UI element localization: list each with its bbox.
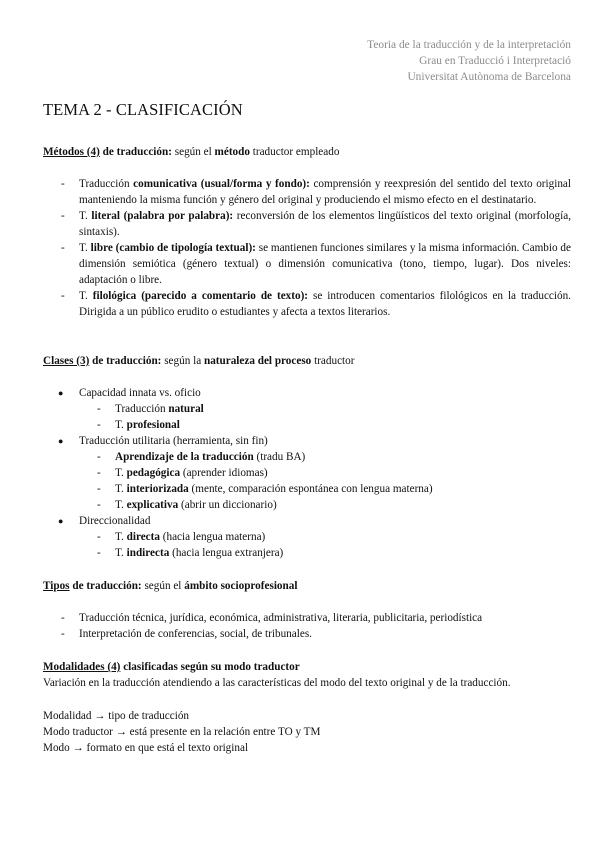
list-item: [43, 610, 571, 626]
item-term: interiorizada: [126, 483, 189, 495]
list-item: [43, 288, 571, 320]
item-prefix: T.: [115, 499, 127, 511]
sub-list-item: [43, 481, 571, 497]
dash-marker: -: [97, 531, 101, 543]
definition-line: Modo → formato en que está el texto original: [43, 742, 249, 754]
item-description: (hacia lengua materna): [159, 531, 266, 543]
item-term: libre (cambio de tipología textual):: [90, 242, 256, 254]
item-term: profesional: [126, 419, 180, 431]
clases-heading-text-a: según la: [161, 355, 204, 367]
header-degree: Grau en Traducció i Interpretació: [419, 55, 571, 67]
item-prefix: T.: [115, 483, 127, 495]
page-title: TEMA 2 - CLASIFICACIÓN: [43, 100, 243, 119]
item-term: literal (palabra por palabra):: [91, 210, 234, 222]
dash-marker: -: [97, 467, 101, 479]
clases-heading-bold: de traducción:: [89, 355, 162, 367]
metodos-list: [43, 176, 571, 320]
metodos-heading-text-b: traductor empleado: [249, 146, 340, 158]
item-text: Interpretación de conferencias, social, de tribunales.: [79, 628, 312, 640]
item-description: comprensión y reexpresión del sentido del texto original manteniendo la misma función y género del original y produciendo el mismo efecto en el destinatario.: [79, 178, 572, 206]
modalidades-heading: [43, 659, 300, 675]
item-prefix: T.: [79, 290, 93, 302]
dash-marker: -: [61, 628, 65, 640]
dash-marker: -: [97, 419, 101, 431]
item-term: natural: [168, 403, 204, 415]
group-label: Capacidad innata vs. oficio: [79, 387, 201, 399]
bullet-marker: ●: [58, 516, 64, 526]
list-item: [43, 176, 571, 208]
document-header: [367, 37, 571, 85]
item-term: Aprendizaje de la traducción: [115, 451, 254, 463]
item-description: se introducen comentarios filológicos en la traducción. Dirigida a un público erudito o estudiantes y afecta a textos literarios.: [79, 290, 571, 318]
item-prefix: T.: [79, 210, 92, 222]
item-description: se mantienen funciones similares y la misma información. Cambio de dimensión semiótica (género textual) o dimensión comunicativa (tono, tiempo, lugar). Dos niveles: adaptación o libre.: [79, 242, 571, 286]
sub-list-item: [43, 545, 571, 561]
metodos-heading-bold: de traducción:: [99, 146, 172, 158]
dash-marker: -: [97, 403, 101, 415]
item-description: (mente, comparación espontánea con lengua materna): [188, 483, 433, 495]
item-description: (hacia lengua extranjera): [169, 547, 284, 559]
modalidades-heading-bold: clasificadas según su modo traductor: [120, 661, 300, 673]
clases-heading-text-b: traductor: [311, 355, 355, 367]
dash-marker: -: [61, 242, 65, 254]
bullet-marker: ●: [58, 388, 64, 398]
list-item: [43, 385, 571, 401]
sub-list-item: [43, 417, 571, 433]
definition-line: Modalidad → tipo de traducción: [43, 710, 190, 722]
item-prefix: T.: [79, 242, 91, 254]
tipos-list: [43, 610, 571, 642]
list-item: [43, 240, 571, 288]
tipos-heading-text-a: según el: [141, 580, 185, 592]
sub-list-item: [43, 497, 571, 513]
clases-heading: [43, 353, 354, 369]
dash-marker: -: [61, 178, 65, 190]
sub-list-item: [43, 401, 571, 417]
sub-list-item: [43, 465, 571, 481]
item-prefix: Traducción: [79, 178, 134, 190]
tipos-heading-bold: de traducción:: [69, 580, 142, 592]
item-term: filológica (parecido a comentario de texto):: [92, 290, 309, 302]
item-prefix: T.: [115, 531, 127, 543]
modalidades-intro: Variación en la traducción atendiendo a las características del modo del texto original y de la traducción.: [43, 677, 511, 689]
list-item: [43, 433, 571, 449]
item-text: Traducción técnica, jurídica, económica, administrativa, literaria, publicitaria, periodística: [79, 612, 483, 624]
header-university: Universitat Autònoma de Barcelona: [407, 71, 571, 83]
dash-marker: -: [97, 483, 101, 495]
item-description: reconversión de los elementos lingüísticos del texto original (morfología, sintaxis).: [79, 210, 571, 238]
modalidades-definitions: [43, 708, 571, 756]
sub-list-item: [43, 449, 571, 465]
item-term: pedagógica: [126, 467, 181, 479]
modalidades-heading-underlined: Modalidades (4): [43, 661, 121, 673]
item-prefix: T.: [115, 419, 127, 431]
tipos-heading-underlined: Tipos: [43, 580, 70, 592]
item-prefix: Traducción: [115, 403, 169, 415]
item-term: explicativa: [126, 499, 179, 511]
bullet-marker: ●: [58, 436, 64, 446]
definition-line: Modo traductor → está presente en la relación entre TO y TM: [43, 726, 321, 738]
list-item: [43, 626, 571, 642]
metodos-heading-bold-2: método: [214, 146, 250, 158]
item-term: directa: [126, 531, 160, 543]
item-prefix: T.: [115, 467, 127, 479]
metodos-heading-text-a: según el: [171, 146, 215, 158]
tipos-heading-bold-2: ámbito socioprofesional: [184, 580, 298, 592]
item-description: (tradu BA): [253, 451, 306, 463]
clases-list: [43, 385, 571, 561]
clases-heading-bold-2: naturaleza del proceso: [203, 355, 312, 367]
dash-marker: -: [61, 612, 65, 624]
dash-marker: -: [61, 210, 65, 222]
dash-marker: -: [61, 290, 65, 302]
list-item: [43, 513, 571, 529]
group-label: Direccionalidad: [79, 515, 151, 527]
item-term: indirecta: [126, 547, 170, 559]
dash-marker: -: [97, 499, 101, 511]
item-prefix: T.: [115, 547, 127, 559]
metodos-heading: [43, 144, 339, 160]
item-description: (aprender idiomas): [180, 467, 268, 479]
dash-marker: -: [97, 547, 101, 559]
metodos-heading-underlined: Métodos (4): [43, 146, 100, 158]
clases-heading-underlined: Clases (3): [43, 355, 90, 367]
dash-marker: -: [97, 451, 101, 463]
list-item: [43, 208, 571, 240]
item-term: comunicativa (usual/forma y fondo):: [133, 178, 310, 190]
group-label: Traducción utilitaria (herramienta, sin fin): [79, 435, 268, 447]
sub-list-item: [43, 529, 571, 545]
item-description: (abrir un diccionario): [178, 499, 277, 511]
header-course: Teoria de la traducción y de la interpretación: [367, 39, 571, 51]
tipos-heading: [43, 578, 297, 594]
